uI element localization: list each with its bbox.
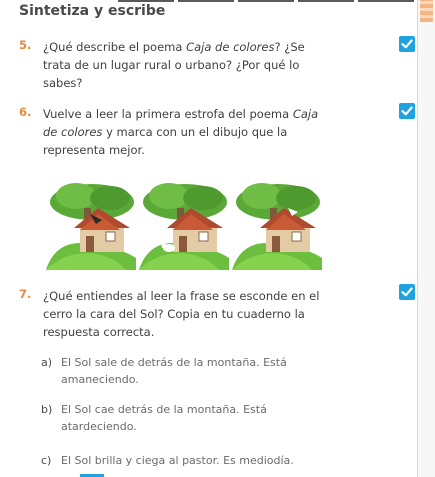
question-5 [19, 38, 329, 92]
answer-option-c[interactable] [41, 452, 341, 469]
answer-option-a[interactable] [41, 354, 341, 388]
check-icon[interactable] [399, 103, 415, 119]
question-number: 7. [19, 287, 32, 301]
option-text: El Sol sale de detrás de la montaña. Está amaneciendo. [61, 356, 287, 386]
house-illustrations [46, 178, 322, 270]
question-text: ¿Qué entiendes al leer la frase se esconde en el cerro la cara del Sol? Copia en tu cuaderno la respuesta correcta. [43, 289, 320, 339]
question-text: Vuelve a leer la primera estrofa del poema Caja de colores y marca con un el dibujo que la representa mejor. [43, 107, 319, 157]
question-text: ¿Qué describe el poema Caja de colores? ¿Se trata de un lugar rural o urbano? ¿Por qué lo sabes? [43, 40, 305, 90]
section-title: Sintetiza y escribe [19, 3, 166, 19]
question-7 [19, 287, 329, 341]
edge-tab [420, 0, 433, 22]
house-picture-2[interactable] [139, 178, 229, 270]
answer-option-b[interactable] [41, 401, 341, 435]
option-letter: b) [41, 403, 53, 416]
option-text: El Sol cae detrás de la montaña. Está atardeciendo. [61, 403, 267, 433]
house-picture-1[interactable] [46, 178, 136, 270]
page-edge-strip [417, 0, 435, 477]
house-picture-3[interactable] [232, 178, 322, 270]
question-6 [19, 105, 329, 159]
question-number: 5. [19, 38, 32, 52]
top-divider [118, 0, 418, 2]
check-icon[interactable] [399, 36, 415, 52]
option-letter: c) [41, 454, 52, 467]
option-text: El Sol brilla y ciega al pastor. Es mediodía. [61, 454, 294, 467]
option-letter: a) [41, 356, 53, 369]
check-icon[interactable] [399, 284, 415, 300]
question-number: 6. [19, 105, 32, 119]
